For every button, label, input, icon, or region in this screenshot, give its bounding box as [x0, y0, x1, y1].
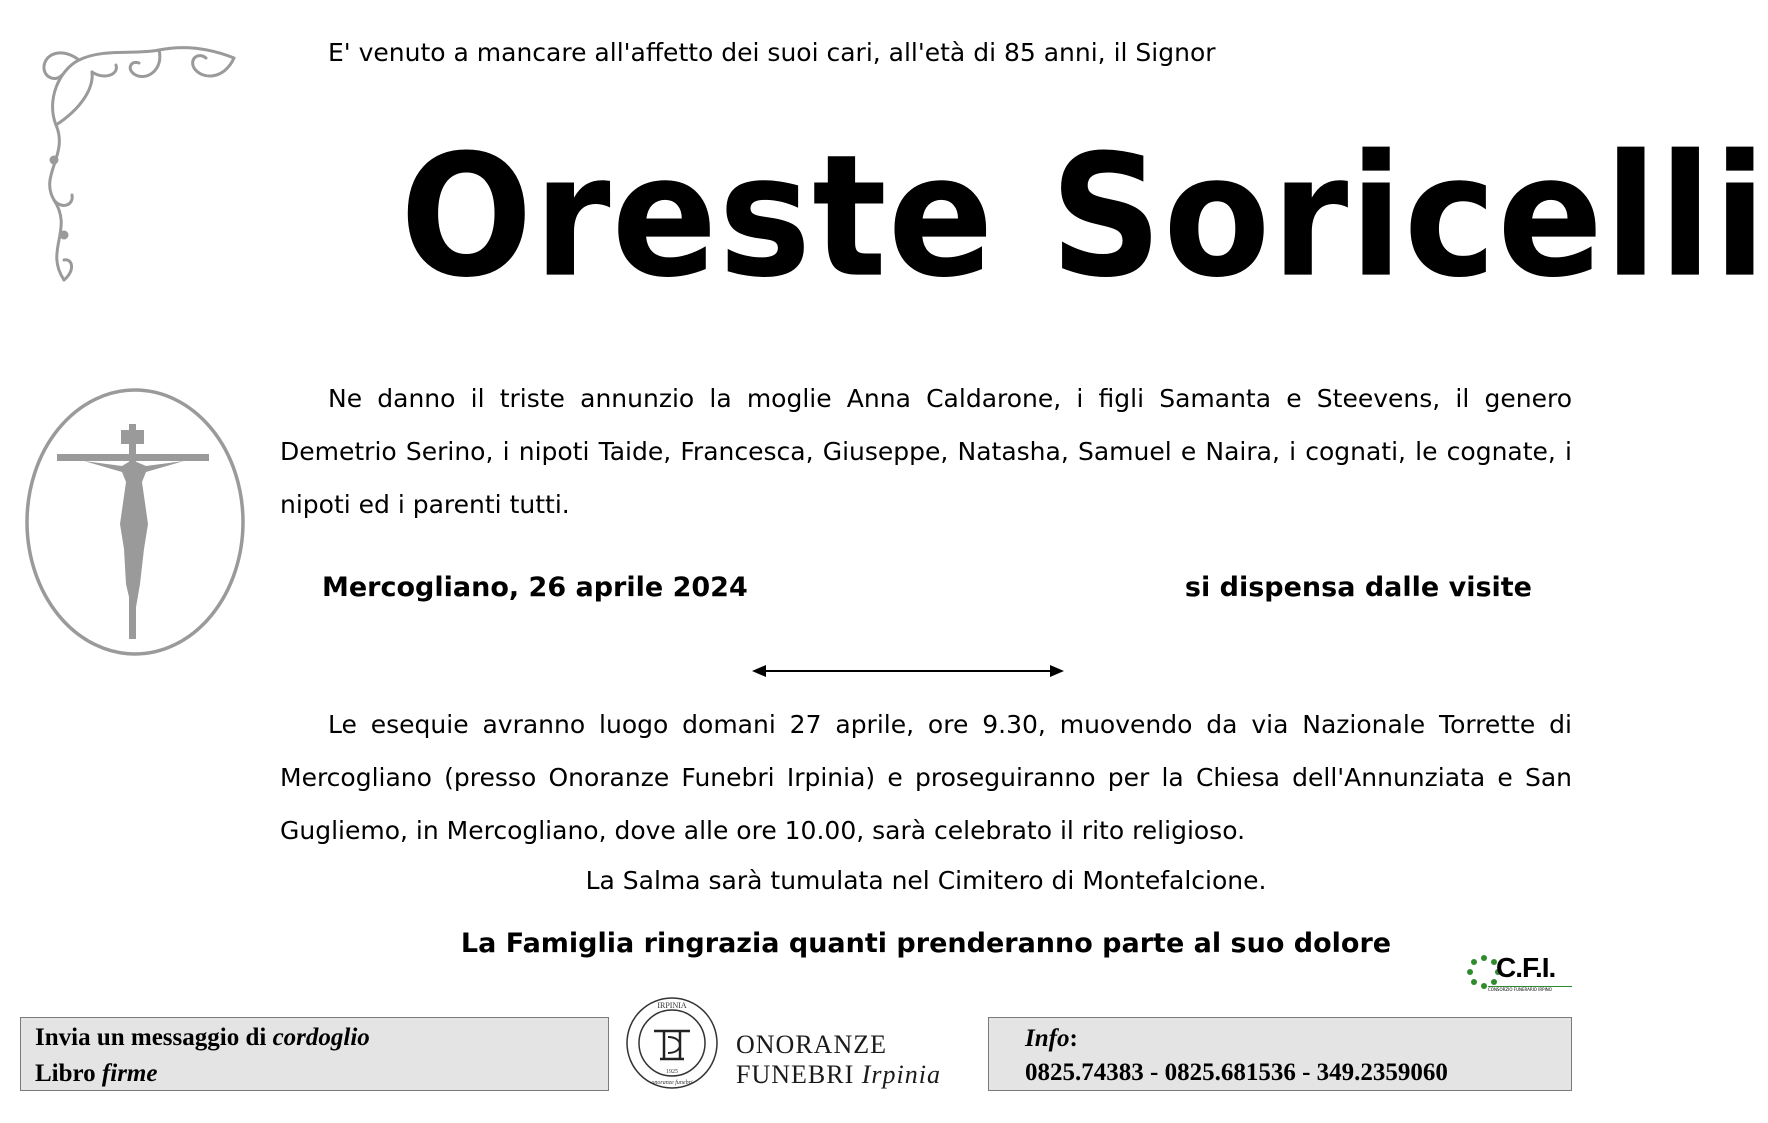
crucifix-icon: [22, 384, 248, 660]
funeral-paragraph: [280, 698, 1572, 857]
family-thanks: La Famiglia ringrazia quanti prenderanno parte al suo dolore: [460, 928, 1392, 959]
cfi-logo: [1466, 952, 1572, 1000]
announcement-paragraph: [280, 372, 1572, 531]
seal-text-bottom: onoranze funebri: [651, 1080, 693, 1086]
funeral-home-seal-icon: [624, 995, 720, 1091]
no-visits-note: si dispensa dalle visite: [1184, 572, 1532, 603]
info-box: [988, 1017, 1572, 1091]
guestbook-link[interactable]: Libro firme: [35, 1060, 158, 1087]
phone-numbers[interactable]: 0825.74383 - 0825.681536 - 349.2359060: [1025, 1059, 1448, 1086]
burial-text: La Salma sarà tumulata nel Cimitero di Montefalcione.: [585, 866, 1267, 895]
funeral-home-brand: [736, 1030, 941, 1090]
seal-year: 1925: [666, 1069, 678, 1075]
cfi-logo-text: C.F.I.: [1496, 952, 1556, 983]
brand-line-1: ONORANZE: [736, 1030, 887, 1059]
seal-text-top: IRPINIA: [657, 1001, 687, 1010]
condolence-box: [20, 1017, 609, 1091]
cfi-logo-subtext: CONSORZIO FUNERARIO IRPINO: [1488, 986, 1572, 992]
double-arrow-icon: [752, 664, 1064, 678]
brand-line-2: FUNEBRI Irpinia: [736, 1060, 941, 1089]
intro-text: E' venuto a mancare all'affetto dei suoi cari, all'età di 85 anni, il Signor: [328, 38, 1216, 67]
deceased-name: Oreste Soricelli: [400, 118, 1768, 315]
place-date: Mercogliano, 26 aprile 2024: [322, 572, 748, 603]
corner-flourish-icon: [34, 30, 244, 285]
announcement-text: Ne danno il triste annunzio la moglie Anna Caldarone, i figli Samanta e Steevens, il genero Demetrio Serino, i nipoti Taide, Francesca, Giuseppe, Natasha, Samuel e Naira, i cognati, le cognate, i nipoti ed i parenti tutti.: [280, 384, 1572, 519]
condolence-link[interactable]: Invia un messaggio di cordoglio: [35, 1024, 370, 1051]
funeral-text: Le esequie avranno luogo domani 27 aprile, ore 9.30, muovendo da via Nazionale Torrette di Mercogliano (presso Onoranze Funebri Irpinia) e proseguiranno per la Chiesa dell'Annunziata e San Gugliemo, in Mercogliano, dove alle ore 10.00, sarà celebrato il rito religioso.: [280, 710, 1572, 845]
info-label: Info:: [1025, 1025, 1078, 1052]
